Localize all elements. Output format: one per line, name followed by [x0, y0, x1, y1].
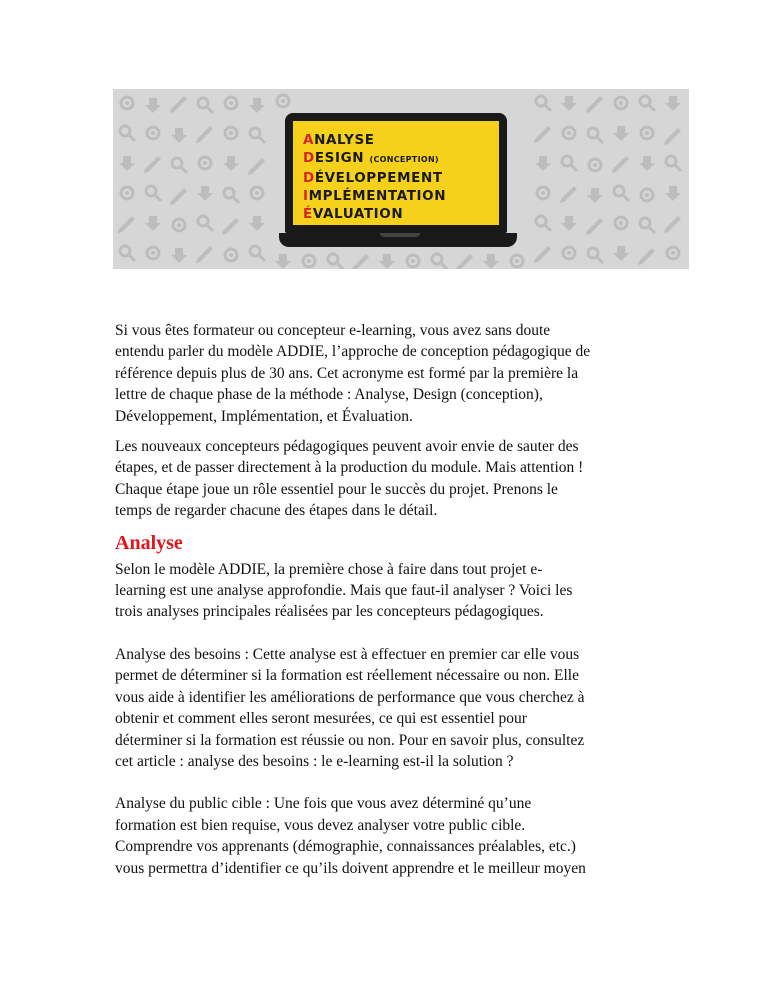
analyse-paragraph-1: Selon le modèle ADDIE, la première chose à faire dans tout projet e- learning est une analyse approfondie. Mais que faut-il analyser ? Voici les trois analyses principales réalisées par les concepteurs pédagogiques.: [115, 560, 573, 621]
addie-banner-image: [113, 89, 689, 269]
addie-line-analyse: ANALYSE: [303, 132, 375, 148]
laptop-screen: [293, 121, 499, 225]
analyse-public-cible-paragraph: Analyse du public cible : Une fois que vous avez déterminé qu’une formation est bien requise, vous devez analyser votre public cible. Comprendre vos apprenants (démographie, connaissances préalables, etc.) vous permettra d’identifier ce qu’ils doivent apprendre et le meilleur moyen: [115, 795, 586, 877]
intro-paragraph-1: Si vous êtes formateur ou concepteur e-learning, vous avez sans doute entendu parler du modèle ADDIE, l’approche de conception pédagogique de référence depuis plus de 30 ans. Cet acronyme est formé par la première la lettre de chaque phase de la méthode : Analyse, Design (conception), Développement, Implémentation, et Évaluation.: [115, 322, 591, 425]
addie-acronym-list: [303, 131, 446, 223]
article-body: [115, 320, 660, 879]
addie-line-design: DESIGN (CONCEPTION): [303, 150, 439, 166]
analyse-besoins-paragraph: Analyse des besoins : Cette analyse est à effectuer en premier car elle vous permet de déterminer si la formation est réellement nécessaire ou non. Elle vous aide à identifier les améliorations de performance que vous cherchez à obtenir et comment elles seront mesurées, ce qui est essentiel pour déterminer si la formation est réussie ou non. Pour en savoir plus, consultez cet article : analyse des besoins : le e-learning est-il la solution ?: [115, 645, 585, 770]
laptop-base-notch: [380, 233, 420, 237]
addie-line-evaluation: ÉVALUATION: [303, 206, 404, 222]
section-heading-analyse: Analyse: [115, 531, 183, 554]
addie-line-developpement: DÉVELOPPEMENT: [303, 170, 443, 186]
addie-line-implementation: IMPLÉMENTATION: [303, 188, 447, 204]
laptop-illustration: [285, 113, 519, 250]
intro-paragraph-2: Les nouveaux concepteurs pédagogiques peuvent avoir envie de sauter des étapes, et de passer directement à la production du module. Mais attention ! Chaque étape joue un rôle essentiel pour le succès du projet. Prenons le temps de regarder chacune des étapes dans le détail.: [115, 438, 584, 520]
